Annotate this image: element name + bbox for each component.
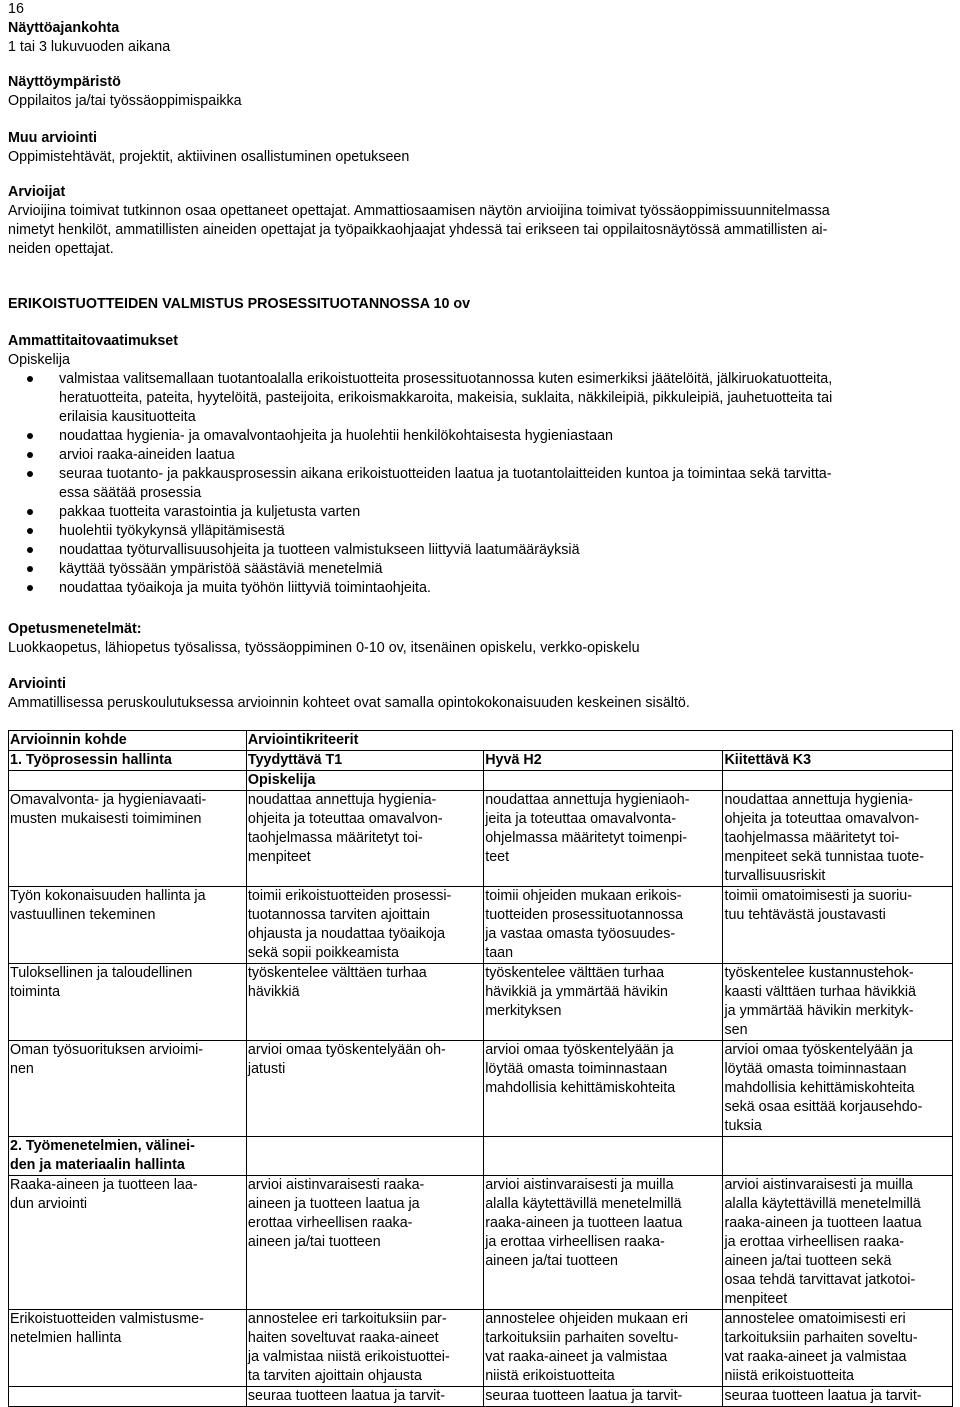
section-arvioijat [8, 183, 953, 259]
cell-t1-line: tuotannossa tarviten ajoittain [247, 907, 430, 923]
cell-k3-line: sekä osaa esittää korjausehdo- [724, 1099, 923, 1115]
cell-kohde [9, 1041, 247, 1137]
list-item [8, 541, 953, 560]
cell-t1 [246, 964, 483, 1041]
cell-t1-line: arvioi omaa työskentelyään oh- [247, 1042, 446, 1058]
cell-k3-line: tuu tehtävästä joustavasti [724, 907, 886, 923]
list-item-line: erilaisia kausituotteita [59, 409, 196, 425]
list-item [8, 560, 953, 579]
bullet-icon [27, 528, 33, 534]
group2-title [9, 1137, 247, 1176]
cell-h2-line: tuotteiden prosessituotannossa [485, 907, 684, 923]
cell-t1 [246, 1176, 483, 1310]
section-arviointi [8, 675, 953, 713]
empty-cell [484, 771, 723, 791]
cell-k3 [723, 1041, 953, 1137]
cell-k3-line: vat raaka-aineet ja valmistaa [724, 1349, 907, 1365]
group1-subject-row [9, 771, 953, 791]
cell-t1-line: annostelee eri tarkoituksiin par- [247, 1311, 447, 1327]
cell-t1-line: ohjausta ja noudattaa työaikoja [247, 926, 446, 942]
head-kohde: Arvioinnin kohde [9, 731, 247, 751]
cell-t1-line: aineen ja/tai tuotteen [247, 1234, 381, 1250]
list-item-line: huolehtii työkykynsä ylläpitämisestä [59, 523, 285, 539]
bullet-icon [27, 585, 33, 591]
list-item [8, 370, 953, 427]
cell-h2-line: annostelee ohjeiden mukaan eri [485, 1311, 688, 1327]
cell-kohde [9, 1176, 247, 1310]
empty-cell [723, 1137, 953, 1176]
cell-k3-line: arvioi omaa työskentelyään ja [724, 1042, 913, 1058]
cell-t1-line: arvioi aistinvaraisesti raaka- [247, 1177, 425, 1193]
table-row [9, 887, 953, 964]
group2-title-line: 2. Työmenetelmien, välinei- [10, 1138, 195, 1154]
cell-h2 [484, 1176, 723, 1310]
cell-h2-line: ja erottaa virheellisen raaka- [485, 1234, 665, 1250]
cell-h2-line: ja vastaa omasta työosuudes- [485, 926, 676, 942]
empty-cell [723, 771, 953, 791]
level-k3: Kiitettävä K3 [723, 751, 953, 771]
cell-kohde-line: Tuloksellinen ja taloudellinen [10, 965, 193, 981]
section-line: Arvioijina toimivat tutkinnon osaa opettaneet opettajat. Ammattiosaamisen näytön arvioijina toimivat työssäoppimissuunnitelmassa [8, 203, 830, 219]
cell-k3 [723, 964, 953, 1041]
cell-k3-line: mahdollisia kehittämiskohteita [724, 1080, 915, 1096]
section-line: nimetyt henkilöt, ammatillisten aineiden opettajat ja työpaikkaohjaajat yhdessä tai erikseen tai oppilaitosnäytössä ammatillisten ai- [8, 222, 828, 238]
section-heading: Ammattitaitovaatimukset [8, 333, 179, 349]
cell-kohde-line: Oman työsuorituksen arvioimi- [10, 1042, 204, 1058]
cell-h2-line: hävikkiä ja ymmärtää hävikin [485, 984, 668, 1000]
cell-kohde [9, 791, 247, 887]
cell-k3-line: arvioi aistinvaraisesti ja muilla [724, 1177, 913, 1193]
cell-kohde-line: nen [10, 1061, 34, 1077]
table-row [9, 1041, 953, 1137]
cell-k3 [723, 1310, 953, 1387]
list-item-line: noudattaa työturvallisuusohjeita ja tuotteen valmistukseen liittyviä laatumääräyksiä [59, 542, 580, 558]
cell-t1 [246, 791, 483, 887]
cell-h2: seuraa tuotteen laatua ja tarvit- [484, 1387, 723, 1407]
cell-h2-line: alalla käytettävillä menetelmillä [485, 1196, 682, 1212]
page-number: 16 [8, 1, 24, 17]
cell-k3-line: alalla käytettävillä menetelmillä [724, 1196, 921, 1212]
table-head-row [9, 731, 953, 751]
cell-k3-line: turvallisuusriskit [724, 868, 826, 884]
cell-t1-line: hävikkiä [247, 984, 300, 1000]
cell-h2-line: niistä erikoistuotteita [485, 1368, 615, 1384]
section-heading: Muu arviointi [8, 130, 97, 146]
cell-kohde-line: netelmien hallinta [10, 1330, 122, 1346]
cell-h2-line: löytää omasta toiminnastaan [485, 1061, 668, 1077]
section-opetusmenetelmat [8, 620, 953, 658]
bullet-icon [27, 376, 33, 382]
cell-k3-line: työskentelee kustannustehok- [724, 965, 914, 981]
table-row [9, 791, 953, 887]
cell-kohde-line: Työn kokonaisuuden hallinta ja [10, 888, 206, 904]
cell-k3-line: tuksia [724, 1118, 762, 1134]
cell-t1-line: haiten soveltuvat raaka-aineet [247, 1330, 439, 1346]
table-row [9, 964, 953, 1041]
cell-k3-line: sen [724, 1022, 748, 1038]
cell-kohde [9, 887, 247, 964]
cell-t1-line: ta tarviten ajoittain ohjausta [247, 1368, 422, 1384]
cell-h2-line: taan [485, 945, 514, 961]
list-item-line: essa säätää prosessia [59, 485, 202, 501]
cell-h2-line: työskentelee välttäen turhaa [485, 965, 665, 981]
bullet-icon [27, 471, 33, 477]
cell-t1-line: taohjelmassa määritetyt toi- [247, 830, 423, 846]
cell-kohde [9, 964, 247, 1041]
cell-kohde-line: Raaka-aineen ja tuotteen laa- [10, 1177, 198, 1193]
cell-k3-line: aineen ja/tai tuotteen sekä [724, 1253, 892, 1269]
cell-k3-line: ja ymmärtää hävikin merkityk- [724, 1003, 914, 1019]
cell-t1-line: aineen ja tuotteen laatua ja [247, 1196, 420, 1212]
section-text: Luokkaopetus, lähiopetus työsalissa, työssäoppiminen 0-10 ov, itsenäinen opiskelu, verkko-opiskelu [8, 640, 640, 656]
cell-h2 [484, 791, 723, 887]
cell-k3-line: ohjeita ja toteuttaa omavalvon- [724, 811, 920, 827]
cell-t1-line: noudattaa annettuja hygienia- [247, 792, 437, 808]
section-heading: Näyttöajankohta [8, 20, 120, 36]
table-row [9, 1310, 953, 1387]
section-line: neiden opettajat. [8, 241, 114, 257]
head-kriteerit: Arviointikriteerit [246, 731, 952, 751]
cell-k3-line: menpiteet sekä tunnistaa tuote- [724, 849, 924, 865]
cell-k3-line: kaasti välttäen turhaa hävikkiä [724, 984, 916, 1000]
section-nayttoymparisto [8, 73, 953, 111]
cell-k3: seuraa tuotteen laatua ja tarvit- [723, 1387, 953, 1407]
cell-k3-line: raaka-aineen ja tuotteen laatua [724, 1215, 922, 1231]
main-title: ERIKOISTUOTTEIDEN VALMISTUS PROSESSITUOTANNOSSA 10 ov [8, 296, 471, 312]
cell-h2-line: merkityksen [485, 1003, 562, 1019]
cell-h2-line: arvioi omaa työskentelyään ja [485, 1042, 674, 1058]
cell-t1: seuraa tuotteen laatua ja tarvit- [246, 1387, 483, 1407]
section-heading: Arviointi [8, 676, 66, 692]
cell-h2 [484, 964, 723, 1041]
cell-h2-line: ohjelmassa määritetyt toimenpi- [485, 830, 688, 846]
list-item [8, 522, 953, 541]
subject-cell: Opiskelija [246, 771, 483, 791]
cell-k3 [723, 791, 953, 887]
level-t1: Tyydyttävä T1 [246, 751, 483, 771]
cell-kohde-line: toiminta [10, 984, 61, 1000]
list-item-line: noudattaa työaikoja ja muita työhön liittyviä toimintaohjeita. [59, 580, 431, 596]
cell-t1 [246, 1041, 483, 1137]
bullet-icon [27, 509, 33, 515]
list-item-line: noudattaa hygienia- ja omavalvontaohjeita ja huolehtii henkilökohtaisesta hygieniastaan [59, 428, 613, 444]
cell-h2-line: vat raaka-aineet ja valmistaa [485, 1349, 668, 1365]
cell-h2 [484, 1041, 723, 1137]
cell-h2-line: mahdollisia kehittämiskohteita [485, 1080, 676, 1096]
group1-title: 1. Työprosessin hallinta [9, 751, 247, 771]
cell-t1-line: työskentelee välttäen turhaa [247, 965, 427, 981]
bullet-icon [27, 566, 33, 572]
list-item-line: käyttää työssään ympäristöä säästäviä menetelmiä [59, 561, 383, 577]
cell-kohde-line: dun arviointi [10, 1196, 88, 1212]
cell-h2-line: noudattaa annettuja hygieniaoh- [485, 792, 690, 808]
list-item [8, 427, 953, 446]
list-item-line: arvioi raaka-aineiden laatua [59, 447, 235, 463]
cell-k3-line: noudattaa annettuja hygienia- [724, 792, 913, 808]
cell-t1 [246, 887, 483, 964]
cell-h2 [484, 1310, 723, 1387]
cell-t1-line: ohjeita ja toteuttaa omavalvon- [247, 811, 443, 827]
cell-k3-line: annostelee omatoimisesti eri [724, 1311, 906, 1327]
cell-h2-line: toimii ohjeiden mukaan erikois- [485, 888, 682, 904]
requirements-list [8, 370, 953, 598]
cell-t1 [246, 1310, 483, 1387]
list-item [8, 465, 953, 503]
section-heading: Opetusmenetelmät: [8, 621, 142, 637]
section-text: Ammatillisessa peruskoulutuksessa arvioinnin kohteet ovat samalla opintokokonaisuuden keskeinen sisältö. [8, 695, 690, 711]
cell-h2-line: aineen ja/tai tuotteen [485, 1253, 618, 1269]
bullet-icon [27, 433, 33, 439]
list-item-line: valmistaa valitsemallaan tuotantoalalla erikoistuotteita prosessituotannossa kuten esimerkiksi jäätelöitä, jälkiruokatuotteita, [59, 371, 833, 387]
subject-label: Opiskelija [8, 352, 70, 368]
cell-k3-line: tarkoituksiin parhaiten soveltu- [724, 1330, 918, 1346]
section-text: Oppilaitos ja/tai työssäoppimispaikka [8, 93, 242, 109]
cell-h2-line: raaka-aineen ja tuotteen laatua [485, 1215, 683, 1231]
cell-h2-line: teet [485, 849, 510, 865]
cell-h2-line: tarkoituksiin parhaiten soveltu- [485, 1330, 679, 1346]
section-ammattitaitovaatimukset [8, 332, 953, 598]
cell-k3-line: toimii omatoimisesti ja suoriu- [724, 888, 912, 904]
cell-kohde [9, 1310, 247, 1387]
section-text: 1 tai 3 lukuvuoden aikana [8, 39, 171, 55]
cell-t1-line: menpiteet [247, 849, 311, 865]
bullet-icon [27, 452, 33, 458]
group1-level-row [9, 751, 953, 771]
list-item [8, 579, 953, 598]
cell-k3-line: ja erottaa virheellisen raaka- [724, 1234, 905, 1250]
section-heading: Arvioijat [8, 184, 66, 200]
cell-h2-line: arvioi aistinvaraisesti ja muilla [485, 1177, 674, 1193]
empty-cell [9, 1387, 247, 1407]
section-nayttoajankohta [8, 19, 953, 57]
table-row [9, 1387, 953, 1407]
cell-kohde-line: Erikoistuotteiden valmistusme- [10, 1311, 204, 1327]
cell-k3-line: löytää omasta toiminnastaan [724, 1061, 907, 1077]
cell-kohde-line: vastuullinen tekeminen [10, 907, 156, 923]
empty-cell [9, 771, 247, 791]
section-text: Oppimistehtävät, projektit, aktiivinen osallistuminen opetukseen [8, 149, 410, 165]
section-muu-arviointi [8, 129, 953, 167]
cell-t1-line: ja valmistaa niistä erikoistuottei- [247, 1349, 450, 1365]
assessment-table [8, 730, 953, 1407]
group2-row [9, 1137, 953, 1176]
group2-title-line: den ja materiaalin hallinta [10, 1157, 185, 1173]
list-item-line: pakkaa tuotteita varastointia ja kuljetusta varten [59, 504, 361, 520]
cell-kohde-line: musten mukaisesti toimiminen [10, 811, 202, 827]
level-h2: Hyvä H2 [484, 751, 723, 771]
table-row [9, 1176, 953, 1310]
list-item-line: seuraa tuotanto- ja pakkausprosessin aikana erikoistuotteiden laatua ja tuotantolaitteiden kuntoa ja toimintaa sekä tarvitta- [59, 466, 832, 482]
cell-h2-line: jeita ja toteuttaa omavalvonta- [485, 811, 676, 827]
cell-k3-line: niistä erikoistuotteita [724, 1368, 854, 1384]
cell-kohde-line: Omavalvonta- ja hygieniavaati- [10, 792, 207, 808]
cell-t1-line: sekä sopii poikkeamista [247, 945, 399, 961]
cell-k3 [723, 887, 953, 964]
cell-k3-line: taohjelmassa määritetyt toi- [724, 830, 900, 846]
empty-cell [246, 1137, 483, 1176]
list-item [8, 446, 953, 465]
cell-t1-line: toimii erikoistuotteiden prosessi- [247, 888, 452, 904]
list-item [8, 503, 953, 522]
cell-k3-line: osaa tehdä tarvittavat jatkotoi- [724, 1272, 916, 1288]
bullet-icon [27, 547, 33, 553]
cell-t1-line: erottaa virheellisen raaka- [247, 1215, 413, 1231]
cell-k3 [723, 1176, 953, 1310]
empty-cell [484, 1137, 723, 1176]
cell-k3-line: menpiteet [724, 1291, 788, 1307]
section-heading: Näyttöympäristö [8, 74, 121, 90]
list-item-line: heratuotteita, pateita, hyytelöitä, pasteijoita, erikoismakkaroita, makeisia, suklaita, näkkileipiä, pikkuleipiä, jauhetuotteita tai [59, 390, 833, 406]
cell-t1-line: jatusti [247, 1061, 286, 1077]
cell-h2 [484, 887, 723, 964]
